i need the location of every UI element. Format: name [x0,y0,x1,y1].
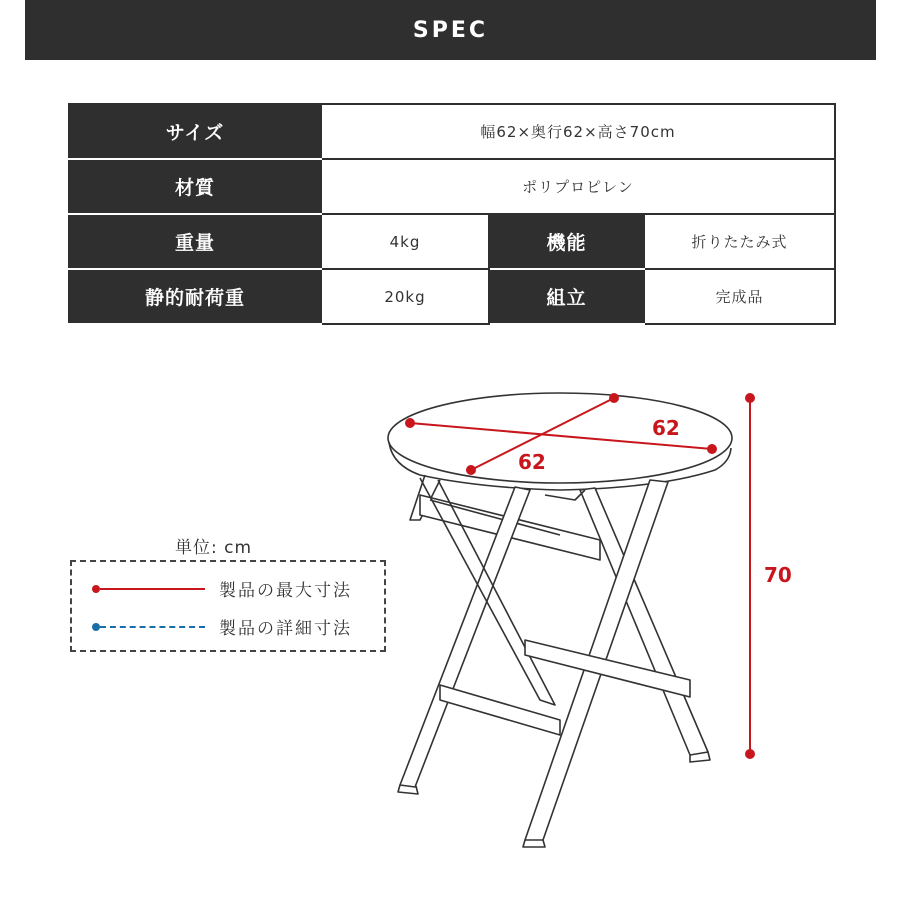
material-label: 材質 [69,159,321,214]
legend-max-label: 製品の最大寸法 [219,581,352,601]
assembly-label: 組立 [489,269,644,324]
unit-label: 単位: cm [175,538,253,558]
weight-label: 重量 [69,214,321,269]
height-label: 70 [764,563,792,587]
legend-detail-label: 製品の詳細寸法 [219,619,352,639]
assembly-value: 完成品 [644,269,835,324]
spec-banner: SPEC [25,0,876,60]
size-value: 幅62×奥行62×高さ70cm [321,104,835,159]
function-label: 機能 [489,214,644,269]
size-label: サイズ [69,104,321,159]
load-value: 20kg [321,269,489,324]
weight-value: 4kg [321,214,489,269]
load-label: 静的耐荷重 [69,269,321,324]
tabletop [388,393,732,483]
function-value: 折りたたみ式 [644,214,835,269]
material-value: ポリプロピレン [321,159,835,214]
depth-label: 62 [518,450,546,474]
width-label: 62 [652,416,680,440]
